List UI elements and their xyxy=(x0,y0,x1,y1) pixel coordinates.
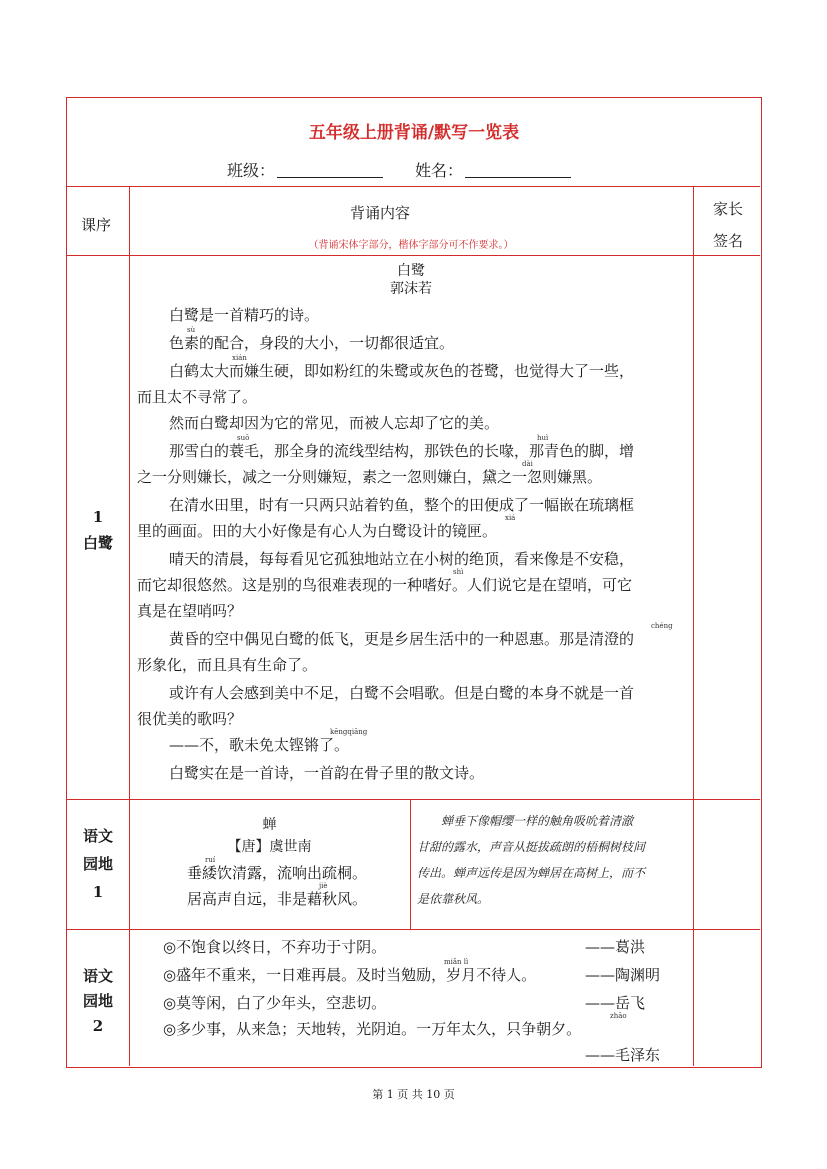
lesson-header: 课序 xyxy=(81,216,112,234)
parent-header-2: 签名 xyxy=(713,232,744,250)
pinyin: xiá xyxy=(505,514,516,522)
lesson-1-label xyxy=(67,504,129,556)
content-note: （背诵宋体字部分，楷体字部分可不作要求。） xyxy=(308,240,514,251)
divider xyxy=(129,186,130,1066)
text-line: 白鹭是一首精巧的诗。 xyxy=(169,306,320,324)
pinyin: shì xyxy=(453,568,464,576)
student-info-line xyxy=(227,158,571,181)
lesson-label-line: 语文 xyxy=(82,967,113,985)
explanation-line: 是依靠秋风。 xyxy=(417,892,490,906)
quote-text: ◎不饱食以终日，不弃功于寸阴。 xyxy=(163,938,387,956)
lesson-number: 1 xyxy=(92,508,104,526)
quote-text: ◎多少事，从来急；天地转，光阴迫。一万年太久，只争朝夕。 xyxy=(163,1020,582,1038)
poem-title: 白鹭 xyxy=(397,263,425,279)
recitation-table xyxy=(66,97,762,1068)
lesson-label-line: 园地 xyxy=(82,992,113,1010)
text-line: 里的画面。田的大小好像是有心人为白鹭设计的镜匣。 xyxy=(137,522,498,540)
pinyin: xián xyxy=(232,354,247,362)
text-line: 白鹤太大而嫌生硬，即如粉红的朱鹭或灰色的苍鹭，也觉得大了一些， xyxy=(169,362,635,380)
lesson-name: 白鹭 xyxy=(82,534,113,552)
text-line: 而且太不寻常了。 xyxy=(137,388,258,406)
lesson-3-label xyxy=(67,964,129,1039)
name-field[interactable] xyxy=(465,163,571,178)
text-line: 形象化，而且具有生命了。 xyxy=(137,656,318,674)
text-line: 真是在望哨吗？ xyxy=(137,602,243,620)
pinyin: zhāo xyxy=(610,1012,627,1020)
pinyin: huì xyxy=(537,434,549,442)
pinyin: kēngqiāng xyxy=(330,728,368,736)
quote-author: ——陶渊明 xyxy=(585,966,661,984)
name-label: 姓名： xyxy=(415,161,464,180)
poem-line: 垂緌饮清露，流响出疏桐。 xyxy=(187,864,368,882)
text-line: 而它却很悠然。这是别的鸟很难表现的一种嗜好。人们说它是在望哨，可它 xyxy=(137,576,633,594)
pinyin: sù xyxy=(187,326,196,334)
text-line: 黄昏的空中偶见白鹭的低飞，更是乡居生活中的一种恩惠。那是清澄的 xyxy=(169,630,635,648)
quote-author: ——葛洪 xyxy=(585,938,646,956)
explanation-line: 甘甜的露水，声音从挺拔疏朗的梧桐树枝间 xyxy=(417,840,646,854)
pinyin: suō xyxy=(237,434,250,442)
pinyin: jiè xyxy=(319,882,328,890)
divider xyxy=(67,255,760,256)
quote-author: ——岳飞 xyxy=(585,994,646,1012)
text-line: 之一分则嫌长，减之一分则嫌短，素之一忽则嫌白，黛之一忽则嫌黑。 xyxy=(137,468,603,486)
pinyin: dài xyxy=(522,460,533,468)
divider xyxy=(410,799,411,929)
text-line: 在清水田里，时有一只两只站着钓鱼，整个的田便成了一幅嵌在琉璃框 xyxy=(169,496,635,514)
pinyin: chéng xyxy=(651,622,673,630)
text-line: 很优美的歌吗？ xyxy=(137,710,243,728)
poem-line: 居高声自远，非是藉秋风。 xyxy=(187,890,368,908)
text-line: 那雪白的蓑毛，那全身的流线型结构，那铁色的长喙，那青色的脚，增 xyxy=(169,442,635,460)
class-field[interactable] xyxy=(277,163,383,178)
text-line: 或许有人会感到美中不足，白鹭不会唱歌。但是白鹭的本身不就是一首 xyxy=(169,684,635,702)
quote-author: ——毛泽东 xyxy=(585,1046,661,1064)
poem-author: 郭沫若 xyxy=(390,281,432,297)
explanation-line: 传出。蝉声远传是因为蝉居在高树上，而不 xyxy=(417,866,646,880)
lesson-label-line: 1 xyxy=(92,883,104,901)
text-line: ——不，歌未免太铿锵了。 xyxy=(169,736,350,754)
divider xyxy=(67,186,760,187)
lesson-label-line: 语文 xyxy=(82,827,113,845)
page-footer: 第 1 页 共 10 页 xyxy=(372,1088,455,1101)
page-title: 五年级上册背诵/默写一览表 xyxy=(308,123,520,143)
quote-text: ◎盛年不重来，一日难再晨。及时当勉励，岁月不待人。 xyxy=(163,966,537,984)
text-line: 白鹭实在是一首诗，一首韵在骨子里的散文诗。 xyxy=(169,764,485,782)
pinyin: ruí xyxy=(205,856,216,864)
text-line: 色素的配合，身段的大小，一切都很适宜。 xyxy=(169,334,455,352)
class-label: 班级： xyxy=(227,161,276,180)
poem-author: 【唐】虞世南 xyxy=(227,839,312,855)
lesson-2-label xyxy=(67,822,129,906)
content-header: 背诵内容 xyxy=(349,204,410,222)
divider xyxy=(693,186,694,1066)
explanation-line: 蝉垂下像帽缨一样的触角吸吮着清澈 xyxy=(441,814,634,828)
lesson-label-line: 2 xyxy=(92,1017,104,1035)
lesson-label-line: 园地 xyxy=(82,855,113,873)
pinyin: miǎn lì xyxy=(444,958,469,966)
text-line: 晴天的清晨，每每看见它孤独地站立在小树的绝顶，看来像是不安稳， xyxy=(169,550,635,568)
divider xyxy=(67,929,760,930)
quote-text: ◎莫等闲，白了少年头，空悲切。 xyxy=(163,994,387,1012)
divider xyxy=(67,799,760,800)
parent-header-1: 家长 xyxy=(713,200,744,218)
poem-title: 蝉 xyxy=(262,817,277,833)
text-line: 然而白鹭却因为它的常见，而被人忘却了它的美。 xyxy=(169,414,500,432)
